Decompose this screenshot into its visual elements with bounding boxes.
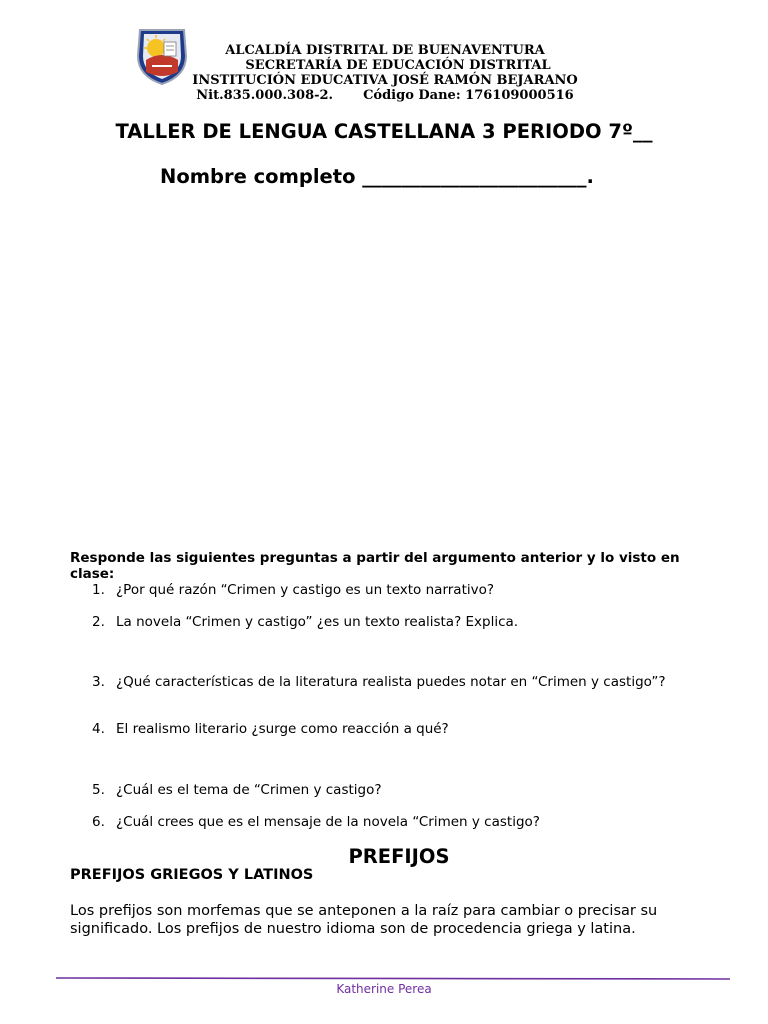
section-title: PREFIJOS [348, 845, 450, 868]
footer-author: Katherine Perea [336, 982, 432, 996]
worksheet-title: TALLER DE LENGUA CASTELLANA 3 PERIODO 7º__ [115, 120, 653, 143]
question-text: ¿Cuál crees que es el mensaje de la novela “Crimen y castigo? [116, 814, 540, 830]
question-number: 4. [92, 721, 105, 737]
school-crest-icon [134, 26, 190, 86]
name-field-line: Nombre completo _______________________. [160, 165, 594, 188]
question-text: ¿Por qué razón “Crimen y castigo es un texto narrativo? [116, 582, 495, 598]
institution-header [190, 43, 580, 103]
section-paragraph: Los prefijos son morfemas que se anteponen a la raíz para cambiar o precisar su significado. Los prefijos de nuestro idioma son de procedencia griega y latina. [70, 903, 658, 937]
section-subheading: PREFIJOS GRIEGOS Y LATINOS [70, 867, 314, 883]
question-number: 1. [92, 582, 105, 598]
header-nit: Nit.835.000.308-2. [196, 88, 334, 103]
question-number: 2. [92, 614, 105, 630]
header-line-3: INSTITUCIÓN EDUCATIVA JOSÉ RAMÓN BEJARANO [192, 73, 578, 88]
header-line-4 [190, 88, 580, 103]
question-text: La novela “Crimen y castigo” ¿es un texto realista? Explica. [116, 614, 519, 630]
header-line-1: ALCALDÍA DISTRITAL DE BUENAVENTURA [225, 43, 545, 58]
question-number: 5. [92, 782, 105, 798]
question-text: El realismo literario ¿surge como reacción a qué? [116, 721, 449, 737]
header-line-2: SECRETARÍA DE EDUCACIÓN DISTRITAL [245, 58, 551, 73]
question-number: 6. [92, 814, 105, 830]
question-number: 3. [92, 674, 105, 690]
header-dane: Código Dane: 176109000516 [363, 88, 574, 103]
question-text: ¿Cuál es el tema de “Crimen y castigo? [116, 782, 382, 798]
instructions: Responde las siguientes preguntas a partir del argumento anterior y lo visto en clase: [70, 550, 680, 582]
question-text: ¿Qué características de la literatura realista puedes notar en “Crimen y castigo”? [116, 674, 666, 690]
